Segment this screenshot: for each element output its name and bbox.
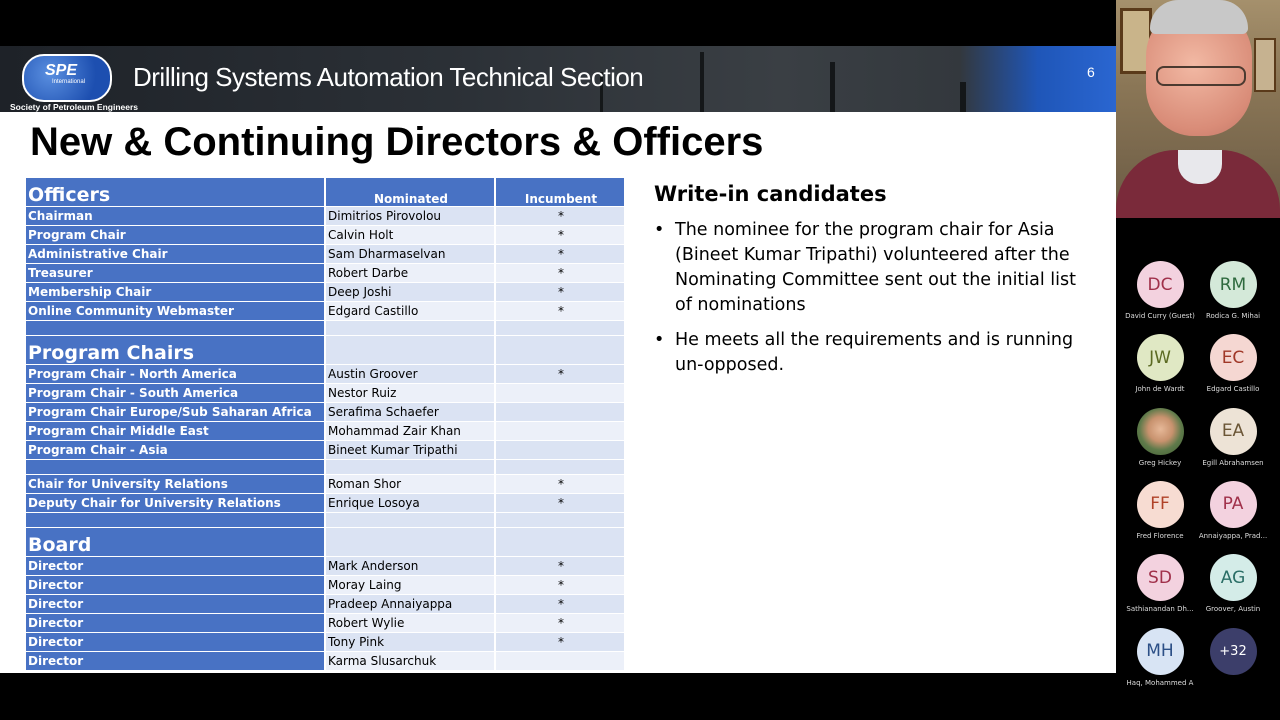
role-cell: Director [26,614,325,633]
table-row [26,576,625,595]
role-cell: Administrative Chair [26,245,325,264]
table-row [26,494,625,513]
logo-caption: Society of Petroleum Engineers [10,102,139,112]
slide-title: New & Continuing Directors & Officers [30,120,764,164]
participant-name: Egill Abrahamsen [1202,458,1264,467]
participant-avatar: SD [1137,554,1184,601]
participant-avatar: FF [1137,481,1184,528]
nominee-cell: Nestor Ruiz [325,384,495,403]
participant-name: Annaiyappa, Prad... [1198,531,1268,540]
empty-cell [325,513,495,528]
participant-tile[interactable] [1121,481,1199,540]
participant-name: John de Wardt [1135,385,1185,394]
role-cell: Program Chair - Asia [26,441,325,460]
glasses-icon [1156,66,1246,86]
empty-cell [495,321,625,336]
empty-cell [495,528,625,557]
role-cell: Deputy Chair for University Relations [26,494,325,513]
participant-avatar: EA [1210,408,1257,455]
write-in-list [654,218,1094,378]
empty-cell [26,513,325,528]
participant-avatar: AG [1210,554,1257,601]
spe-logo: SPE International Society of Petroleum Engineers [10,52,130,112]
participant-name: Rodica G. Mihai [1205,312,1261,320]
blank-row [26,513,625,528]
nominee-cell: Robert Darbe [325,264,495,283]
more-count: +32 [1210,628,1257,675]
participant-tile[interactable] [1121,408,1199,467]
incumbent-cell: * [495,264,625,283]
nominee-cell: Mark Anderson [325,557,495,576]
section-title: Officers [26,178,325,207]
nominee-cell: Robert Wylie [325,614,495,633]
incumbent-cell: * [495,365,625,384]
nominee-cell: Calvin Holt [325,226,495,245]
write-in-heading: Write-in candidates [654,182,887,206]
nominee-cell: Sam Dharmaselvan [325,245,495,264]
bullet-item: • He meets all the requirements and is running un-opposed. [654,328,1094,378]
table-row [26,441,625,460]
empty-cell [26,460,325,475]
write-in-panel [654,182,1094,388]
participant-name: Haq, Mohammed A [1126,678,1194,687]
section-header-row [26,178,625,207]
participant-name: Greg Hickey [1138,458,1182,467]
nominee-cell: Serafima Schaefer [325,403,495,422]
nominee-cell: Enrique Losoya [325,494,495,513]
nominee-cell: Edgard Castillo [325,302,495,321]
participant-tile[interactable] [1194,334,1272,393]
participant-avatar: RM [1210,261,1257,308]
blank-row [26,321,625,336]
column-header-nominated: Nominated [325,178,495,207]
slide-number: 6 [1087,64,1095,80]
participant-avatar: DC [1137,261,1184,308]
empty-cell [325,336,495,365]
role-cell: Chairman [26,207,325,226]
table-row [26,365,625,384]
participant-name: Sathianandan Dh... [1126,605,1194,614]
incumbent-cell: * [495,207,625,226]
table-row [26,557,625,576]
incumbent-cell: * [495,283,625,302]
participant-avatar: MH [1137,628,1184,675]
nominee-cell: Tony Pink [325,633,495,652]
empty-cell [495,513,625,528]
section-header-row [26,336,625,365]
table-row [26,403,625,422]
participant-tile[interactable] [1194,481,1272,540]
bullet-item: • The nominee for the program chair for Asia (Bineet Kumar Tripathi) volunteered after the Nominating Committee sent out the initial list of nominations [654,218,1094,318]
nominee-cell: Roman Shor [325,475,495,494]
role-cell: Program Chair - North America [26,365,325,384]
role-cell: Director [26,652,325,671]
participant-tile[interactable] [1194,261,1272,320]
nominee-cell: Deep Joshi [325,283,495,302]
role-cell: Program Chair Europe/Sub Saharan Africa [26,403,325,422]
table-row [26,384,625,403]
table-row [26,652,625,671]
participant-tile[interactable] [1194,554,1272,613]
participant-name: Groover, Austin [1205,605,1261,614]
incumbent-cell: * [495,557,625,576]
banner-title: Drilling Systems Automation Technical Section [133,62,644,92]
table-row [26,475,625,494]
incumbent-cell: * [495,245,625,264]
role-cell: Online Community Webmaster [26,302,325,321]
nominee-cell: Austin Groover [325,365,495,384]
incumbent-cell: * [495,595,625,614]
participant-tile[interactable] [1121,261,1199,320]
participant-name: David Curry (Guest) [1125,312,1195,320]
empty-cell [26,321,325,336]
role-cell: Director [26,557,325,576]
section-title: Program Chairs [26,336,325,365]
blank-row [26,460,625,475]
nominee-cell: Dimitrios Pirovolou [325,207,495,226]
empty-cell [325,321,495,336]
table-row [26,633,625,652]
role-cell: Director [26,595,325,614]
participant-avatar: EC [1210,334,1257,381]
incumbent-cell [495,441,625,460]
participant-tile[interactable] [1121,628,1199,687]
incumbent-cell: * [495,475,625,494]
role-cell: Program Chair - South America [26,384,325,403]
role-cell: Director [26,576,325,595]
participants-panel [1116,218,1280,720]
participant-photo [1137,408,1184,455]
role-cell: Chair for University Relations [26,475,325,494]
table-row [26,207,625,226]
nominee-cell: Mohammad Zair Khan [325,422,495,441]
participant-avatar: PA [1210,481,1257,528]
incumbent-cell [495,384,625,403]
incumbent-cell [495,652,625,671]
incumbent-cell: * [495,576,625,595]
incumbent-cell: * [495,633,625,652]
nominee-cell: Pradeep Annaiyappa [325,595,495,614]
table-row [26,283,625,302]
directors-table [26,178,626,671]
nominee-cell: Bineet Kumar Tripathi [325,441,495,460]
table-row [26,302,625,321]
participant-tile[interactable] [1121,334,1199,393]
role-cell: Program Chair [26,226,325,245]
role-cell: Director [26,633,325,652]
incumbent-cell: * [495,302,625,321]
table-row [26,595,625,614]
participant-tile[interactable] [1194,408,1272,467]
incumbent-cell: * [495,494,625,513]
section-header-row [26,528,625,557]
role-cell: Membership Chair [26,283,325,302]
table-row [26,226,625,245]
participant-tile[interactable] [1121,554,1199,613]
presentation-slide [0,46,1116,673]
presenter-video[interactable] [1116,0,1280,218]
column-header-incumbent: Incumbent [495,178,625,207]
incumbent-cell [495,422,625,441]
role-cell: Treasurer [26,264,325,283]
section-title: Board [26,528,325,557]
nominee-cell: Moray Laing [325,576,495,595]
participant-name: Edgard Castillo [1206,385,1260,394]
table-row [26,264,625,283]
incumbent-cell [495,403,625,422]
incumbent-cell: * [495,614,625,633]
incumbent-cell: * [495,226,625,245]
empty-cell [495,460,625,475]
participant-name: Fred Florence [1136,531,1184,540]
slide-banner [0,46,1116,112]
table-row [26,614,625,633]
empty-cell [325,460,495,475]
empty-cell [495,336,625,365]
table-row [26,422,625,441]
empty-cell [325,528,495,557]
participant-avatar: JW [1137,334,1184,381]
more-participants-button[interactable] [1194,628,1272,675]
nominee-cell: Karma Slusarchuk [325,652,495,671]
role-cell: Program Chair Middle East [26,422,325,441]
table-row [26,245,625,264]
